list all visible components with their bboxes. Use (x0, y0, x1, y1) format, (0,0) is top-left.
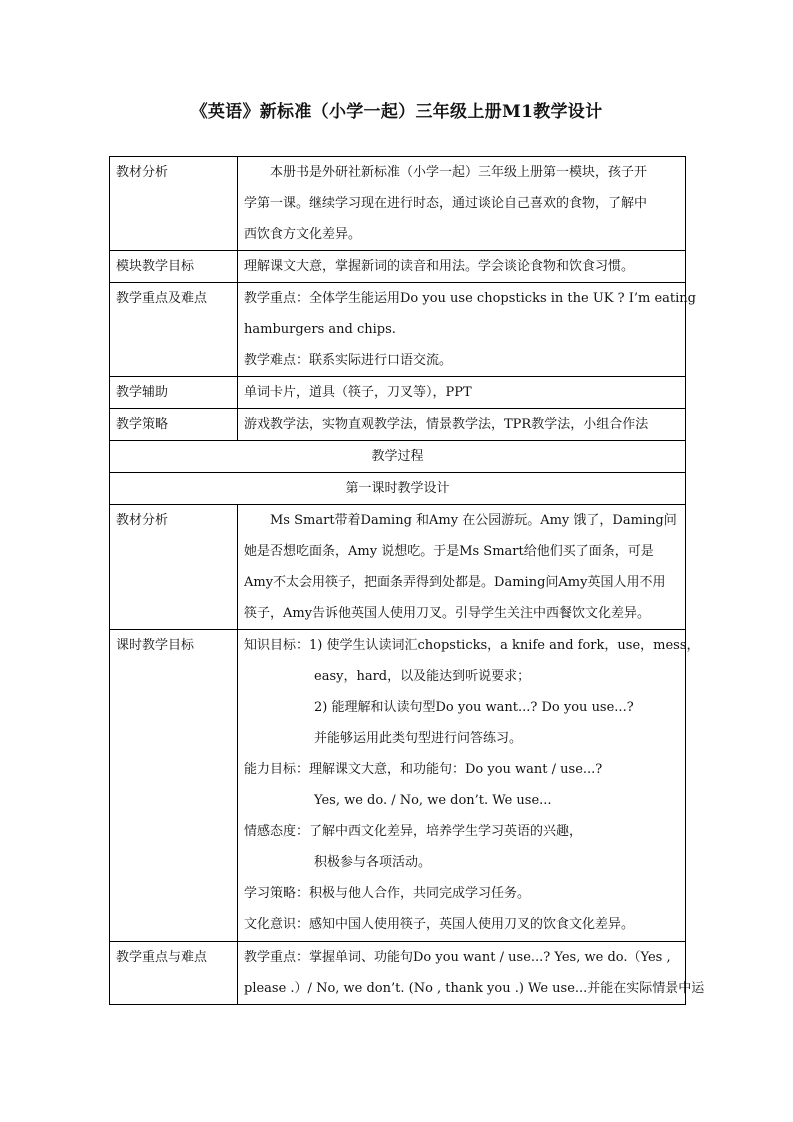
row-label: 教学策略 (110, 409, 238, 441)
table-row (110, 251, 686, 283)
text-line: 本册书是外研社新标准（小学一起）三年级上册第一模块，孩子开 (270, 165, 648, 180)
text-line: easy，hard，以及能达到听说要求； (314, 669, 531, 684)
table-row (110, 441, 686, 473)
text-line: Yes, we do. / No, we don’t. We use... (314, 793, 552, 808)
table-row (110, 630, 686, 942)
row-label: 教学重点与难点 (110, 942, 238, 1005)
text-line: 积极参与各项活动。 (314, 855, 432, 870)
text-line: 西饮食方文化差异。 (244, 227, 362, 242)
text-line: 知识目标：1) 使学生认读词汇chopsticks，a knife and fork，use，mess， (244, 638, 700, 653)
table-row (110, 157, 686, 251)
text-line: 能力目标：理解课文大意，和功能句：Do you want / use...? (244, 762, 603, 777)
row-label: 模块教学目标 (110, 251, 238, 283)
text-line: 学习策略：积极与他人合作，共同完成学习任务。 (244, 886, 531, 901)
section-header: 教学过程 (110, 441, 686, 473)
row-content (238, 157, 686, 251)
text-line: Ms Smart带着Daming 和Amy 在公园游玩。Amy 饿了，Daming问 (270, 513, 677, 528)
row-content (238, 283, 696, 377)
row-label: 教材分析 (110, 505, 238, 630)
text-line: please .）/ No, we don’t. (No , thank you .) We use...并能在实际情景中运 (244, 981, 705, 996)
table-row (110, 505, 686, 630)
text-line: Amy不太会用筷子，把面条弄得到处都是。Daming问Amy英国人用不用 (244, 575, 666, 590)
text-line: 她是否想吃面条，Amy 说想吃。于是Ms Smart给他们买了面条，可是 (244, 544, 654, 559)
text-line: 学第一课。继续学习现在进行时态，通过谈论自己喜欢的食物，了解中 (244, 196, 648, 211)
text-line: 文化意识：感知中国人使用筷子，英国人使用刀叉的饮食文化差异。 (244, 917, 635, 932)
section-header: 第一课时教学设计 (110, 473, 686, 505)
table-row (110, 409, 686, 441)
text-line: 教学重点：掌握单词、功能句Do you want / use...? Yes, we do.（Yes , (244, 950, 671, 965)
row-label: 教学辅助 (110, 377, 238, 409)
page-title: 《英语》新标准（小学一起）三年级上册M1教学设计 (190, 102, 603, 122)
row-content: 理解课文大意，掌握新词的读音和用法。学会谈论食物和饮食习惯。 (238, 251, 686, 283)
table-row (110, 942, 686, 1005)
text-line: 情感态度：了解中西文化差异，培养学生学习英语的兴趣， (244, 824, 583, 839)
lesson-plan-table (109, 156, 705, 1005)
row-label: 课时教学目标 (110, 630, 238, 942)
table-row (110, 283, 686, 377)
table-row (110, 473, 686, 505)
text-line: 筷子，Amy告诉他英国人使用刀叉。引导学生关注中西餐饮文化差异。 (244, 606, 651, 621)
text-line: 2) 能理解和认读句型Do you want...? Do you use...? (314, 700, 634, 715)
text-line: 教学重点：全体学生能运用Do you use chopsticks in the UK ? I’m eating (244, 291, 696, 306)
row-content (238, 505, 686, 630)
row-content: 单词卡片，道具（筷子，刀叉等），PPT (238, 377, 686, 409)
row-content (238, 942, 705, 1005)
row-content: 游戏教学法，实物直观教学法，情景教学法，TPR教学法，小组合作法 (238, 409, 686, 441)
text-line: 并能够运用此类句型进行问答练习。 (314, 731, 523, 746)
row-label: 教学重点及难点 (110, 283, 238, 377)
table-row (110, 377, 686, 409)
row-content (238, 630, 700, 942)
text-line: 教学难点：联系实际进行口语交流。 (244, 353, 453, 368)
row-label: 教材分析 (110, 157, 238, 251)
text-line: hamburgers and chips. (244, 322, 396, 337)
